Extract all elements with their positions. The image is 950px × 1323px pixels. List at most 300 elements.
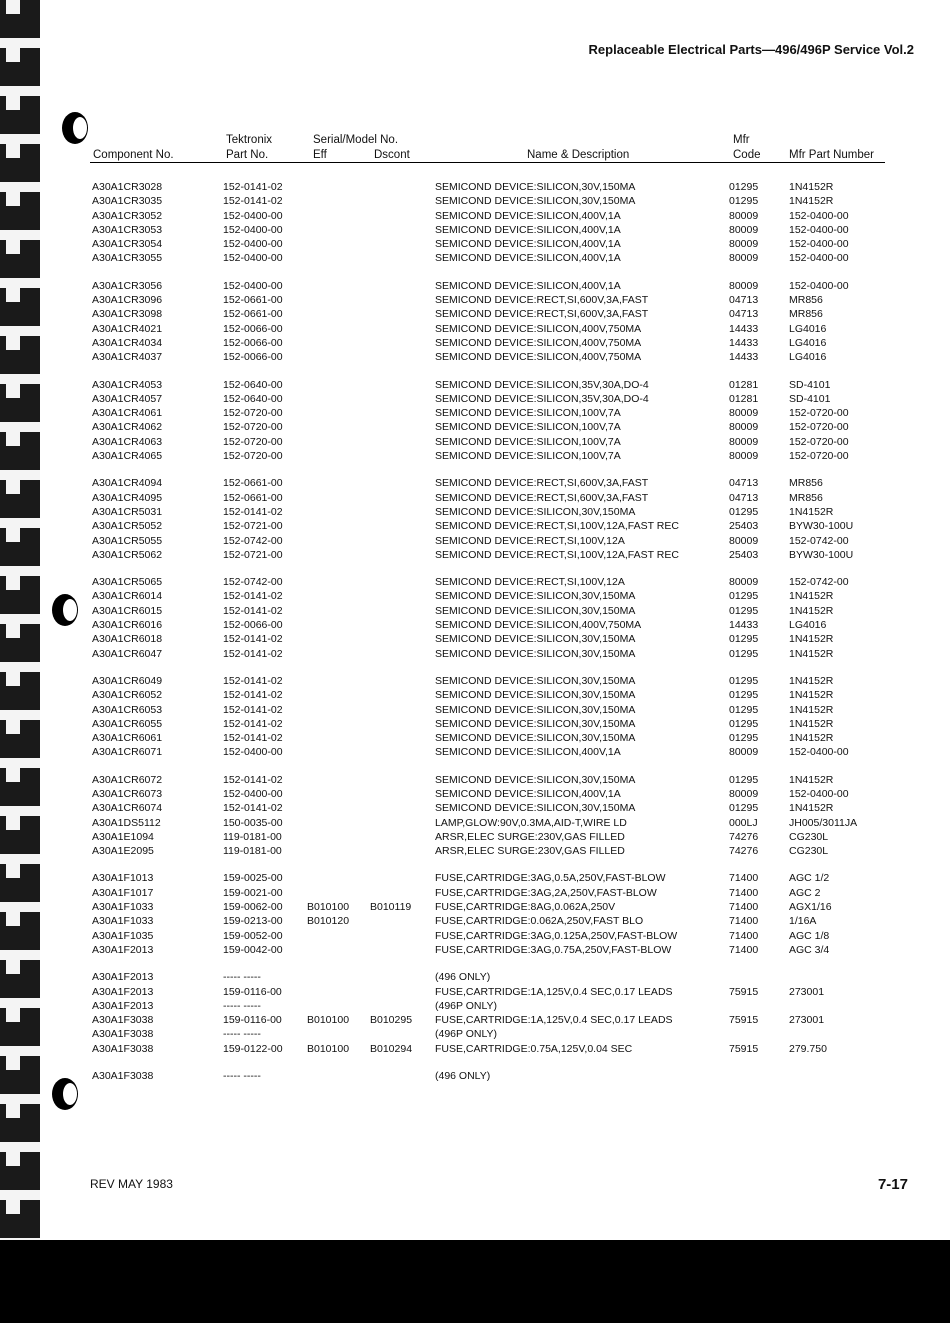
table-row (0, 491, 950, 505)
mfr-code: 04713 (729, 477, 759, 490)
name-description: SEMICOND DEVICE:SILICON,400V,1A (435, 252, 621, 265)
tektronix-part-no: 159-0062-00 (223, 901, 283, 914)
component-no: A30A1F1035 (92, 929, 154, 942)
component-no: A30A1CR3055 (92, 252, 163, 265)
table-row (0, 1042, 950, 1056)
mfr-part-number: 152-0400-00 (789, 746, 849, 759)
name-description: SEMICOND DEVICE:SILICON,400V,750MA (435, 351, 642, 364)
component-no: A30A1CR6014 (92, 590, 163, 603)
component-no: A30A1CR3054 (92, 238, 163, 251)
mfr-part-number: 279.750 (789, 1042, 827, 1055)
component-no: A30A1F1013 (92, 872, 154, 885)
mfr-code: 75915 (729, 985, 759, 998)
name-description: SEMICOND DEVICE:SILICON,400V,1A (435, 238, 621, 251)
mfr-code: 14433 (729, 619, 759, 632)
component-no: A30A1F1033 (92, 915, 154, 928)
mfr-code: 01295 (729, 505, 759, 518)
component-no: A30A1CR6047 (92, 647, 163, 660)
mfr-part-number: 152-0400-00 (789, 209, 849, 222)
mfr-code: 80009 (729, 252, 759, 265)
tektronix-part-no: 152-0066-00 (223, 336, 283, 349)
name-description: SEMICOND DEVICE:SILICON,30V,150MA (435, 732, 636, 745)
component-no: A30A1CR6018 (92, 633, 163, 646)
table-row (0, 293, 950, 307)
col-mfr: Mfr (733, 134, 750, 146)
tektronix-part-no: 152-0661-00 (223, 308, 283, 321)
name-description: (496 ONLY) (435, 1070, 491, 1083)
component-no: A30A1CR5065 (92, 576, 163, 589)
component-no: A30A1E1094 (92, 830, 154, 843)
mfr-part-number: 152-0400-00 (789, 223, 849, 236)
component-no: A30A1CR4061 (92, 407, 163, 420)
name-description: SEMICOND DEVICE:SILICON,100V,7A (435, 407, 621, 420)
table-row (0, 420, 950, 434)
mfr-part-number: CG230L (789, 830, 829, 843)
component-no: A30A1CR4095 (92, 491, 163, 504)
mfr-code: 25403 (729, 548, 759, 561)
mfr-part-number: 152-0720-00 (789, 421, 849, 434)
mfr-part-number: 152-0742-00 (789, 534, 849, 547)
tektronix-part-no: 152-0640-00 (223, 392, 283, 405)
name-description: SEMICOND DEVICE:SILICON,30V,150MA (435, 505, 636, 518)
table-row (0, 929, 950, 943)
mfr-code: 01295 (729, 717, 759, 730)
name-description: FUSE,CARTRIDGE:3AG,0.125A,250V,FAST-BLOW (435, 929, 678, 942)
name-description: SEMICOND DEVICE:RECT,SI,600V,3A,FAST (435, 294, 649, 307)
name-description: SEMICOND DEVICE:SILICON,30V,150MA (435, 181, 636, 193)
table-row (0, 476, 950, 490)
tektronix-part-no: 159-0116-00 (223, 985, 282, 998)
mfr-part-number: MR856 (789, 294, 823, 307)
table-row (0, 251, 950, 265)
mfr-code: 14433 (729, 322, 759, 335)
mfr-code: 80009 (729, 746, 759, 759)
mfr-part-number: SD-4101 (789, 392, 831, 405)
component-no: A30A1DS5112 (92, 816, 161, 829)
table-row (0, 703, 950, 717)
mfr-code: 01295 (729, 802, 759, 815)
component-no: A30A1F3038 (92, 1070, 154, 1083)
name-description: SEMICOND DEVICE:RECT,SI,600V,3A,FAST (435, 491, 649, 504)
component-no: A30A1CR4053 (92, 378, 163, 391)
component-no: A30A1CR4063 (92, 435, 163, 448)
mfr-code: 01295 (729, 604, 759, 617)
component-no: A30A1CR4021 (92, 322, 163, 335)
parts-table (0, 180, 950, 1083)
mfr-part-number: 1N4152R (789, 633, 834, 646)
header-rule (90, 162, 885, 163)
tektronix-part-no: 152-0400-00 (223, 238, 283, 251)
tektronix-part-no: 159-0052-00 (223, 929, 283, 942)
tektronix-part-no: 152-0141-02 (223, 732, 283, 745)
name-description: SEMICOND DEVICE:SILICON,30V,150MA (435, 802, 636, 815)
tektronix-part-no: 152-0720-00 (223, 421, 283, 434)
component-no: A30A1CR5062 (92, 548, 163, 561)
tektronix-part-no: 152-0400-00 (223, 209, 283, 222)
name-description: SEMICOND DEVICE:SILICON,400V,750MA (435, 322, 642, 335)
component-no: A30A1CR4034 (92, 336, 163, 349)
mfr-part-number: AGX1/16 (789, 901, 832, 914)
mfr-code: 01295 (729, 689, 759, 702)
name-description: FUSE,CARTRIDGE:3AG,0.5A,250V,FAST-BLOW (435, 872, 666, 885)
mfr-part-number: CG230L (789, 845, 829, 858)
component-no: A30A1CR6071 (92, 746, 163, 759)
table-row (0, 943, 950, 957)
mfr-code: 14433 (729, 336, 759, 349)
name-description: ARSR,ELEC SURGE:230V,GAS FILLED (435, 845, 625, 858)
mfr-part-number: 273001 (789, 985, 825, 998)
name-description: SEMICOND DEVICE:SILICON,30V,150MA (435, 633, 636, 646)
tektronix-part-no: 159-0021-00 (223, 886, 283, 899)
tektronix-part-no: 152-0720-00 (223, 407, 283, 420)
name-description: SEMICOND DEVICE:SILICON,30V,150MA (435, 674, 636, 687)
col-name-description: Name & Description (527, 149, 630, 161)
tektronix-part-no: 152-0066-00 (223, 322, 283, 335)
name-description: SEMICOND DEVICE:SILICON,400V,1A (435, 209, 621, 222)
mfr-code: 01295 (729, 674, 759, 687)
mfr-code: 80009 (729, 209, 759, 222)
mfr-part-number: BYW30-100U (789, 548, 854, 561)
tektronix-part-no: 152-0066-00 (223, 351, 283, 364)
tektronix-part-no: 119-0181-00 (223, 845, 282, 858)
name-description: SEMICOND DEVICE:SILICON,100V,7A (435, 450, 621, 463)
component-no: A30A1CR5031 (92, 505, 163, 518)
mfr-code: 71400 (729, 915, 759, 928)
table-row (0, 406, 950, 420)
name-description: SEMICOND DEVICE:SILICON,30V,150MA (435, 590, 636, 603)
tektronix-part-no: 152-0141-02 (223, 181, 283, 193)
col-part-no: Part No. (226, 149, 269, 161)
table-row (0, 180, 950, 194)
table-row (0, 237, 950, 251)
component-no: A30A1CR6049 (92, 674, 163, 687)
name-description: SEMICOND DEVICE:SILICON,30V,150MA (435, 647, 636, 660)
mfr-part-number: AGC 2 (789, 886, 821, 899)
component-no: A30A1E2095 (92, 845, 154, 858)
mfr-code: 01295 (729, 195, 759, 208)
name-description: ARSR,ELEC SURGE:230V,GAS FILLED (435, 830, 625, 843)
component-no: A30A1CR4057 (92, 392, 163, 405)
tektronix-part-no: 159-0122-00 (223, 1042, 283, 1055)
component-no: A30A1F1017 (92, 886, 154, 899)
mfr-part-number: 1N4152R (789, 181, 834, 193)
component-no: A30A1CR3052 (92, 209, 163, 222)
table-row (0, 816, 950, 830)
name-description: (496P ONLY) (435, 999, 498, 1012)
tektronix-part-no: 152-0141-02 (223, 604, 283, 617)
tektronix-part-no: 152-0141-02 (223, 689, 283, 702)
tektronix-part-no: 152-0066-00 (223, 619, 283, 632)
mfr-part-number: 1N4152R (789, 773, 834, 786)
mfr-code: 04713 (729, 308, 759, 321)
name-description: SEMICOND DEVICE:SILICON,400V,750MA (435, 619, 642, 632)
tektronix-part-no: 152-0661-00 (223, 477, 283, 490)
tektronix-part-no: ----- ----- (223, 999, 261, 1012)
serial-eff: B010100 (307, 901, 350, 914)
tektronix-part-no: 152-0141-02 (223, 195, 283, 208)
table-row (0, 830, 950, 844)
name-description: SEMICOND DEVICE:RECT,SI,600V,3A,FAST (435, 477, 649, 490)
table-row (0, 1013, 950, 1027)
table-row (0, 970, 950, 984)
component-no: A30A1CR4037 (92, 351, 163, 364)
name-description: FUSE,CARTRIDGE:8AG,0.062A,250V (435, 901, 616, 914)
mfr-code: 80009 (729, 435, 759, 448)
tektronix-part-no: 152-0141-02 (223, 505, 283, 518)
component-no: A30A1F2013 (92, 999, 154, 1012)
mfr-code: 80009 (729, 421, 759, 434)
table-row (0, 731, 950, 745)
component-no: A30A1CR6052 (92, 689, 163, 702)
table-row (0, 548, 950, 562)
mfr-part-number: SD-4101 (789, 378, 831, 391)
name-description: SEMICOND DEVICE:SILICON,30V,150MA (435, 703, 636, 716)
tektronix-part-no: ----- ----- (223, 1070, 261, 1083)
mfr-code: 25403 (729, 520, 759, 533)
tektronix-part-no: 152-0742-00 (223, 534, 283, 547)
component-no: A30A1F2013 (92, 971, 154, 984)
name-description: (496P ONLY) (435, 1028, 498, 1041)
name-description: FUSE,CARTRIDGE:3AG,0.75A,250V,FAST-BLOW (435, 943, 672, 956)
serial-dscont: B010294 (370, 1042, 413, 1055)
component-no: A30A1F3038 (92, 1042, 154, 1055)
name-description: SEMICOND DEVICE:SILICON,35V,30A,DO-4 (435, 392, 649, 405)
name-description: SEMICOND DEVICE:SILICON,100V,7A (435, 421, 621, 434)
component-no: A30A1CR6055 (92, 717, 163, 730)
mfr-code: 80009 (729, 238, 759, 251)
mfr-part-number: JH005/3011JA (789, 816, 858, 829)
table-row (0, 618, 950, 632)
mfr-code: 01295 (729, 732, 759, 745)
name-description: SEMICOND DEVICE:SILICON,400V,1A (435, 279, 621, 292)
name-description: LAMP,GLOW:90V,0.3MA,AID-T,WIRE LD (435, 816, 627, 829)
mfr-part-number: 152-0400-00 (789, 238, 849, 251)
tektronix-part-no: 152-0141-02 (223, 633, 283, 646)
tektronix-part-no: 152-0141-02 (223, 647, 283, 660)
table-row (0, 194, 950, 208)
table-row (0, 688, 950, 702)
tektronix-part-no: ----- ----- (223, 971, 261, 984)
tektronix-part-no: 159-0042-00 (223, 943, 283, 956)
component-no: A30A1CR3028 (92, 181, 163, 193)
table-row (0, 336, 950, 350)
table-row (0, 773, 950, 787)
mfr-code: 75915 (729, 1042, 759, 1055)
name-description: SEMICOND DEVICE:SILICON,30V,150MA (435, 717, 636, 730)
mfr-part-number: 152-0400-00 (789, 787, 849, 800)
tektronix-part-no: 152-0742-00 (223, 576, 283, 589)
page-header-title: Replaceable Electrical Parts—496/496P Service Vol.2 (588, 42, 914, 57)
tektronix-part-no: 152-0640-00 (223, 378, 283, 391)
tektronix-part-no: 152-0721-00 (223, 520, 283, 533)
mfr-code: 01295 (729, 633, 759, 646)
mfr-code: 04713 (729, 294, 759, 307)
component-no: A30A1CR6073 (92, 787, 163, 800)
mfr-part-number: 1N4152R (789, 590, 834, 603)
mfr-part-number: LG4016 (789, 351, 827, 364)
tektronix-part-no: 152-0721-00 (223, 548, 283, 561)
mfr-part-number: 1N4152R (789, 604, 834, 617)
table-row (0, 886, 950, 900)
change-mark-icon (62, 112, 88, 144)
page-number: 7-17 (877, 1176, 908, 1193)
mfr-part-number: AGC 1/2 (789, 872, 830, 885)
mfr-code: 71400 (729, 929, 759, 942)
tektronix-part-no: 152-0400-00 (223, 746, 283, 759)
name-description: SEMICOND DEVICE:RECT,SI,100V,12A (435, 534, 625, 547)
mfr-part-number: 152-0400-00 (789, 279, 849, 292)
mfr-part-number: 1N4152R (789, 647, 834, 660)
tektronix-part-no: 152-0400-00 (223, 252, 283, 265)
name-description: SEMICOND DEVICE:SILICON,100V,7A (435, 435, 621, 448)
mfr-code: 01281 (729, 378, 759, 391)
name-description: FUSE,CARTRIDGE:0.75A,125V,0.04 SEC (435, 1042, 633, 1055)
tektronix-part-no: 152-0141-02 (223, 773, 283, 786)
table-row (0, 801, 950, 815)
table-row (0, 632, 950, 646)
name-description: SEMICOND DEVICE:SILICON,35V,30A,DO-4 (435, 378, 649, 391)
component-no: A30A1CR6061 (92, 732, 163, 745)
component-no: A30A1F2013 (92, 943, 154, 956)
table-row (0, 1027, 950, 1041)
tektronix-part-no: 152-0661-00 (223, 491, 283, 504)
col-eff: Eff (313, 149, 327, 161)
name-description: SEMICOND DEVICE:SILICON,30V,150MA (435, 604, 636, 617)
mfr-part-number: 1N4152R (789, 703, 834, 716)
mfr-part-number: 1N4152R (789, 689, 834, 702)
table-row (0, 575, 950, 589)
tektronix-part-no: 152-0141-02 (223, 590, 283, 603)
name-description: (496 ONLY) (435, 971, 491, 984)
table-row (0, 505, 950, 519)
table-row (0, 647, 950, 661)
tektronix-part-no: 152-0661-00 (223, 294, 283, 307)
component-no: A30A1CR3096 (92, 294, 163, 307)
table-row (0, 589, 950, 603)
table-row (0, 435, 950, 449)
mfr-part-number: 152-0742-00 (789, 576, 849, 589)
mfr-part-number: 1N4152R (789, 674, 834, 687)
mfr-part-number: MR856 (789, 491, 823, 504)
component-no: A30A1CR6074 (92, 802, 163, 815)
tektronix-part-no: 152-0141-02 (223, 802, 283, 815)
name-description: FUSE,CARTRIDGE:3AG,2A,250V,FAST-BLOW (435, 886, 657, 899)
name-description: SEMICOND DEVICE:SILICON,30V,150MA (435, 689, 636, 702)
tektronix-part-no: 152-0720-00 (223, 450, 283, 463)
name-description: SEMICOND DEVICE:RECT,SI,600V,3A,FAST (435, 308, 649, 321)
mfr-code: 01295 (729, 773, 759, 786)
mfr-code: 80009 (729, 534, 759, 547)
mfr-part-number: LG4016 (789, 619, 827, 632)
mfr-part-number: LG4016 (789, 336, 827, 349)
mfr-code: 71400 (729, 886, 759, 899)
mfr-code: 71400 (729, 943, 759, 956)
name-description: FUSE,CARTRIDGE:1A,125V,0.4 SEC,0.17 LEADS (435, 1014, 673, 1027)
tektronix-part-no: 159-0213-00 (223, 915, 283, 928)
name-description: SEMICOND DEVICE:RECT,SI,100V,12A,FAST REC (435, 548, 679, 561)
mfr-code: 71400 (729, 872, 759, 885)
mfr-code: 04713 (729, 491, 759, 504)
col-dscont: Dscont (374, 149, 410, 161)
table-row (0, 209, 950, 223)
mfr-code: 80009 (729, 576, 759, 589)
col-mfr-part-number: Mfr Part Number (789, 149, 874, 161)
component-no: A30A1CR4094 (92, 477, 163, 490)
table-row (0, 787, 950, 801)
mfr-part-number: 1N4152R (789, 717, 834, 730)
component-no: A30A1CR5055 (92, 534, 163, 547)
component-no: A30A1F3038 (92, 1014, 154, 1027)
mfr-code: 01281 (729, 392, 759, 405)
mfr-part-number: LG4016 (789, 322, 827, 335)
mfr-code: 000LJ (729, 816, 758, 829)
component-no: A30A1CR3035 (92, 195, 163, 208)
mfr-part-number: 273001 (789, 1014, 825, 1027)
revision-date: REV MAY 1983 (90, 1177, 173, 1191)
serial-eff: B010100 (307, 1042, 350, 1055)
table-row (0, 900, 950, 914)
table-row (0, 674, 950, 688)
mfr-code: 01295 (729, 703, 759, 716)
mfr-code: 80009 (729, 279, 759, 292)
mfr-part-number: 1N4152R (789, 505, 834, 518)
mfr-part-number: MR856 (789, 477, 823, 490)
mfr-part-number: 1N4152R (789, 802, 834, 815)
col-tektronix: Tektronix (226, 134, 273, 146)
mfr-part-number: AGC 3/4 (789, 943, 830, 956)
component-no: A30A1CR6053 (92, 703, 163, 716)
table-row (0, 844, 950, 858)
table-row (0, 871, 950, 885)
mfr-code: 01295 (729, 181, 759, 193)
tektronix-part-no: 152-0141-02 (223, 703, 283, 716)
mfr-part-number: 152-0720-00 (789, 450, 849, 463)
col-component: Component No. (93, 149, 174, 161)
component-no: A30A1CR3098 (92, 308, 163, 321)
table-row (0, 350, 950, 364)
table-row (0, 534, 950, 548)
col-code: Code (733, 149, 761, 161)
name-description: SEMICOND DEVICE:RECT,SI,100V,12A (435, 576, 625, 589)
component-no: A30A1CR4062 (92, 421, 163, 434)
mfr-code: 80009 (729, 223, 759, 236)
mfr-code: 01295 (729, 647, 759, 660)
name-description: SEMICOND DEVICE:SILICON,400V,1A (435, 746, 621, 759)
mfr-code: 80009 (729, 787, 759, 800)
mfr-part-number: 1/16A (789, 915, 817, 928)
mfr-code: 74276 (729, 845, 759, 858)
mfr-code: 80009 (729, 450, 759, 463)
col-serial-model: Serial/Model No. (313, 134, 399, 146)
serial-dscont: B010119 (370, 901, 412, 914)
serial-eff: B010120 (307, 915, 350, 928)
tektronix-part-no: ----- ----- (223, 1028, 261, 1041)
mfr-code: 80009 (729, 407, 759, 420)
table-row (0, 307, 950, 321)
name-description: SEMICOND DEVICE:RECT,SI,100V,12A,FAST REC (435, 520, 679, 533)
serial-eff: B010100 (307, 1014, 350, 1027)
mfr-part-number: 152-0720-00 (789, 435, 849, 448)
component-no: A30A1CR6015 (92, 604, 163, 617)
component-no: A30A1CR6072 (92, 773, 163, 786)
mfr-part-number: 152-0400-00 (789, 252, 849, 265)
name-description: SEMICOND DEVICE:SILICON,30V,150MA (435, 773, 636, 786)
table-row (0, 392, 950, 406)
component-no: A30A1F2013 (92, 985, 154, 998)
name-description: SEMICOND DEVICE:SILICON,400V,1A (435, 223, 621, 236)
table-row (0, 999, 950, 1013)
table-row (0, 1069, 950, 1083)
